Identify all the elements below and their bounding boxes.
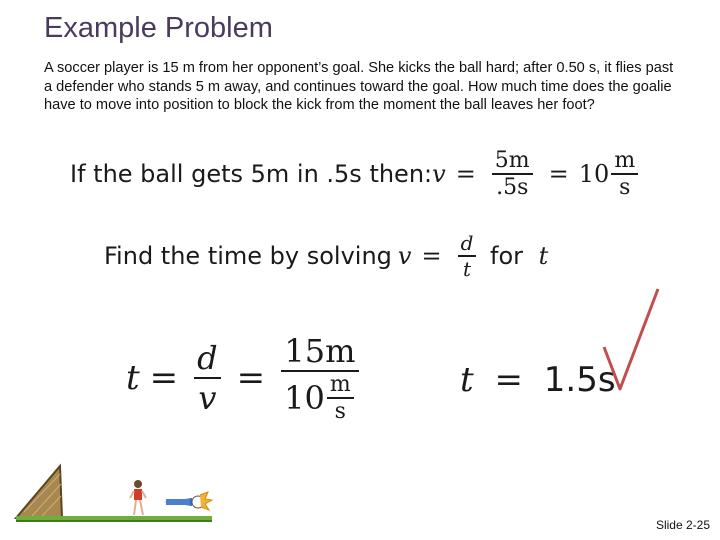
player-icon [130, 480, 146, 515]
solve-prefix: Find the time by solving [104, 242, 392, 270]
fraction-numerator: d [460, 231, 474, 255]
velocity-result: 10 [578, 160, 610, 188]
answer-value: 1.5s [543, 360, 616, 400]
velocity-value: 10 [284, 379, 325, 417]
slide-title: Example Problem [44, 12, 273, 44]
fraction-denominator: .5s [496, 175, 529, 200]
soccer-scene [14, 462, 224, 524]
checkmark-icon [600, 285, 670, 395]
equals-sign: = [494, 360, 523, 400]
equals-sign: = [548, 160, 569, 188]
fraction-denominator: v [198, 379, 217, 417]
fraction-numerator: d [197, 339, 218, 377]
solve-suffix: for [482, 242, 531, 270]
fraction-distance-over-velocity [281, 332, 359, 424]
solve-instruction [104, 231, 548, 281]
unit-numerator: m [614, 148, 636, 173]
fraction-denominator [281, 372, 359, 424]
problem-statement: A soccer player is 15 m from her opponent’s goal. She kicks the ball hard; after 0.50 s, it flies past a defender who stands 5 m away, and continues toward the goal. How much time does the goalie have to move into position to block the kick from the moment the ball leaves her foot? [44, 60, 674, 114]
time-var: t [460, 360, 474, 400]
time-equation [126, 332, 365, 424]
unit-fraction [611, 148, 638, 200]
fraction-denominator: t [462, 257, 471, 281]
equals-sign: = [421, 242, 442, 270]
unit-denominator: s [619, 175, 631, 200]
velocity-equation [70, 148, 640, 200]
target-var: t [538, 242, 549, 270]
unit-fraction [327, 372, 354, 424]
unit-numerator: m [329, 372, 351, 397]
fraction-d-over-t [458, 231, 477, 281]
equals-sign: = [455, 160, 476, 188]
time-var: t [126, 358, 140, 398]
fraction-d-over-v [194, 339, 220, 417]
fraction-numerator: 15m [284, 332, 356, 370]
velocity-var: v [397, 242, 412, 270]
velocity-prefix: If the ball gets 5m in .5s then: [70, 160, 433, 188]
ball-icon [164, 492, 212, 510]
equals-sign: = [236, 358, 266, 398]
fraction-distance-time [492, 148, 533, 200]
velocity-var: v [432, 160, 446, 188]
goal-ramp-icon [16, 466, 62, 518]
unit-denominator: s [334, 399, 346, 424]
equals-sign: = [149, 358, 179, 398]
fraction-numerator: 5m [494, 148, 530, 173]
answer [460, 360, 616, 400]
slide-number: Slide 2-25 [655, 518, 710, 532]
